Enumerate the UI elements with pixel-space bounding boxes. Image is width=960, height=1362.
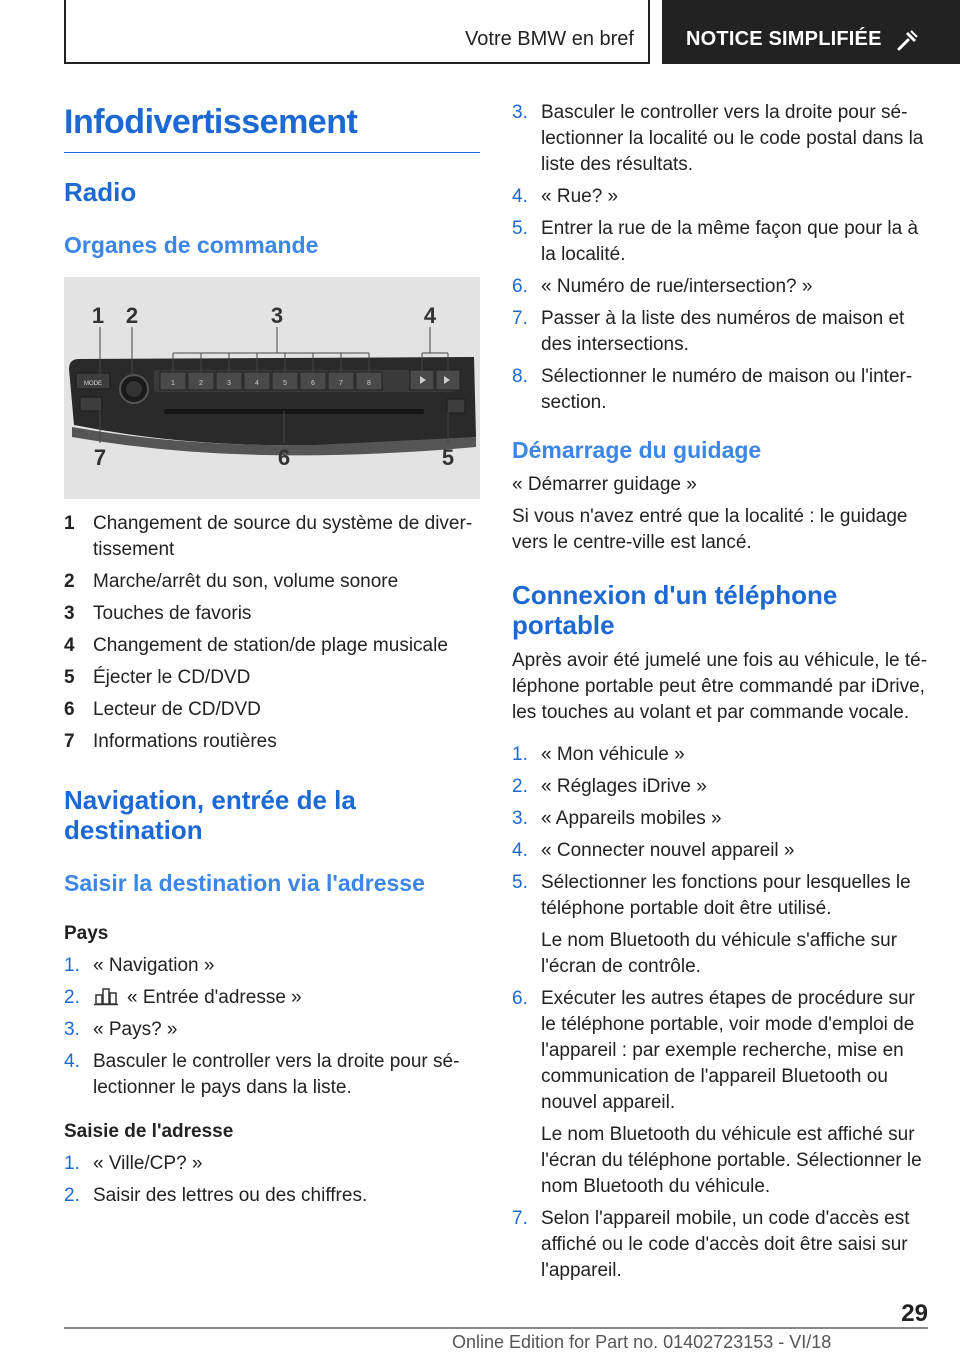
step-text: Exécuter les autres étapes de procédure sur le téléphone portable, voir mode d'emploi de l'appareil : par exemple recherche, mise en communication de l'appareil Bluetooth ou nouvel appareil. (541, 988, 915, 1113)
step-text: « Navigation » (93, 955, 215, 976)
legend-item (64, 569, 480, 595)
step-number: 1. (64, 1153, 80, 1174)
fav-number: 6 (311, 380, 315, 387)
page-number: 29 (901, 1300, 928, 1327)
step-item (512, 838, 928, 864)
step-item (512, 274, 928, 300)
callout-number: 5 (441, 445, 455, 470)
callout-number: 6 (277, 445, 291, 470)
step-text: « Entrée d'adresse » (127, 987, 302, 1008)
fav-number: 4 (255, 380, 259, 387)
legend-number: 3 (64, 603, 75, 624)
address-heading: Saisir la destination via l'adresse (64, 870, 425, 896)
left-column (64, 100, 480, 1215)
legend-number: 4 (64, 635, 75, 656)
step-item (64, 985, 480, 1011)
step-number: 2. (64, 987, 80, 1008)
fav-number: 2 (199, 380, 203, 387)
step-text: Passer à la liste des numéros de maison et des intersections. (541, 308, 905, 355)
step-text: « Connecter nouvel appareil » (541, 840, 795, 861)
header-section-tab (64, 0, 650, 64)
step-number: 8. (512, 366, 528, 387)
legend-number: 7 (64, 731, 75, 752)
step-text: Basculer le controller vers la droite pour sé-lectionner la localité ou le code postal dans la liste des résultats. (541, 102, 924, 175)
step-text: « Réglages iDrive » (541, 776, 707, 797)
address-steps (64, 1151, 480, 1209)
step-number: 6. (512, 988, 528, 1009)
legend-item (64, 601, 480, 627)
step-number: 2. (64, 1185, 80, 1206)
step-item (64, 1151, 480, 1177)
legend-item (64, 511, 480, 563)
radio-panel-illustration (64, 277, 480, 499)
step-number: 4. (512, 186, 528, 207)
callout-number: 1 (91, 303, 105, 328)
step-number: 3. (64, 1019, 80, 1040)
legend-item (64, 697, 480, 723)
right-column (512, 100, 928, 1290)
step-number: 4. (64, 1051, 80, 1072)
header-chapter-title: NOTICE SIMPLIFIÉE (686, 28, 882, 50)
step-number: 5. (512, 218, 528, 239)
phone-heading: Connexion d'un téléphone portable (512, 580, 838, 640)
header-section-title: Votre BMW en bref (465, 28, 634, 50)
guidance-command: « Démarrer guidage » (512, 474, 697, 495)
step-item (64, 1183, 480, 1209)
legend-number: 5 (64, 667, 75, 688)
step-text: « Mon véhicule » (541, 744, 685, 765)
mode-label: MODE (84, 381, 102, 387)
footer-divider (64, 1327, 928, 1329)
phone-intro: Après avoir été jumelé une fois au véhicule, le té-léphone portable peut être commandé par iDrive, les touches au volant et par commande vocale. (512, 650, 928, 723)
legend-item (64, 633, 480, 659)
radio-heading: Radio (64, 177, 137, 207)
step-number: 1. (512, 744, 528, 765)
fav-number: 5 (283, 380, 287, 387)
controls-heading: Organes de commande (64, 232, 319, 258)
step-item (512, 742, 928, 768)
step-text: « Rue? » (541, 186, 619, 207)
address-entry-icon (93, 986, 119, 1006)
legend-number: 6 (64, 699, 75, 720)
step-item (512, 306, 928, 358)
legend-item (64, 729, 480, 755)
step-number: 7. (512, 1208, 528, 1229)
figure-legend (64, 511, 480, 755)
step-text: « Ville/CP? » (93, 1153, 203, 1174)
callout-number: 7 (93, 445, 107, 470)
country-heading: Pays (64, 923, 109, 944)
footer-edition: Online Edition for Part no. 01402723153 - VI/18 (452, 1332, 832, 1352)
step-number: 3. (512, 808, 528, 829)
guidance-heading: Démarrage du guidage (512, 437, 762, 463)
step-text: « Appareils mobiles » (541, 808, 722, 829)
step-item (512, 184, 928, 210)
legend-text: Changement de source du système de diver-tissement (93, 513, 473, 560)
step-text: Entrer la rue de la même façon que pour la à la localité. (541, 218, 919, 265)
step-item (64, 1049, 480, 1101)
legend-item (64, 665, 480, 691)
fav-number: 1 (171, 380, 175, 387)
callout-number: 4 (423, 303, 437, 328)
step-item (64, 953, 480, 979)
legend-text: Lecteur de CD/DVD (93, 699, 261, 720)
fav-number: 3 (227, 380, 231, 387)
legend-text: Touches de favoris (93, 603, 252, 624)
step-item (512, 1206, 928, 1284)
step-text: Sélectionner les fonctions pour lesquelles le téléphone portable doit être utilisé. (541, 872, 911, 919)
step-item (512, 100, 928, 178)
guidance-text: Si vous n'avez entré que la localité : le guidage vers le centre-ville est lancé. (512, 506, 908, 553)
step-note: Le nom Bluetooth du véhicule s'affiche sur l'écran de contrôle. (541, 930, 898, 977)
step-item (512, 216, 928, 268)
step-text: « Numéro de rue/intersection? » (541, 276, 813, 297)
step-number: 4. (512, 840, 528, 861)
callout-number: 3 (270, 303, 284, 328)
legend-text: Marche/arrêt du son, volume sonore (93, 571, 399, 592)
step-item (512, 870, 928, 922)
legend-number: 2 (64, 571, 75, 592)
step-item (512, 986, 928, 1116)
legend-text: Informations routières (93, 731, 277, 752)
step-number: 1. (64, 955, 80, 976)
step-number: 6. (512, 276, 528, 297)
step-text: « Pays? » (93, 1019, 178, 1040)
phone-steps (512, 742, 928, 1284)
legend-text: Changement de station/de plage musicale (93, 635, 448, 656)
step-item (512, 806, 928, 832)
legend-text: Éjecter le CD/DVD (93, 667, 251, 688)
legend-number: 1 (64, 513, 75, 534)
radio-control-panel-figure (64, 277, 480, 499)
header-chapter-tab (662, 0, 960, 64)
page-title: Infodivertissement (64, 100, 480, 153)
step-text: Basculer le controller vers la droite pour sé-lectionner le pays dans la liste. (93, 1051, 460, 1098)
step-text: Saisir des lettres ou des chiffres. (93, 1185, 368, 1206)
callout-number: 2 (125, 303, 139, 328)
step-item (512, 364, 928, 416)
fav-number: 8 (367, 380, 371, 387)
step-item (512, 774, 928, 800)
fav-number: 7 (339, 380, 343, 387)
step-number: 3. (512, 102, 528, 123)
navigation-heading: Navigation, entrée de la destination (64, 785, 356, 845)
address-input-heading: Saisie de l'adresse (64, 1121, 234, 1142)
step-note: Le nom Bluetooth du véhicule est affiché sur l'écran du téléphone portable. Sélectionner le nom Bluetooth du véhicule. (541, 1124, 922, 1197)
step-number: 5. (512, 872, 528, 893)
address-steps-continued (512, 100, 928, 416)
quick-reference-icon (896, 28, 920, 52)
step-item (64, 1017, 480, 1043)
step-text: Sélectionner le numéro de maison ou l'inter-section. (541, 366, 913, 413)
step-text: Selon l'appareil mobile, un code d'accès est affiché ou le code d'accès doit être saisi sur l'appareil. (541, 1208, 910, 1281)
step-number: 2. (512, 776, 528, 797)
step-number: 7. (512, 308, 528, 329)
country-steps (64, 953, 480, 1101)
